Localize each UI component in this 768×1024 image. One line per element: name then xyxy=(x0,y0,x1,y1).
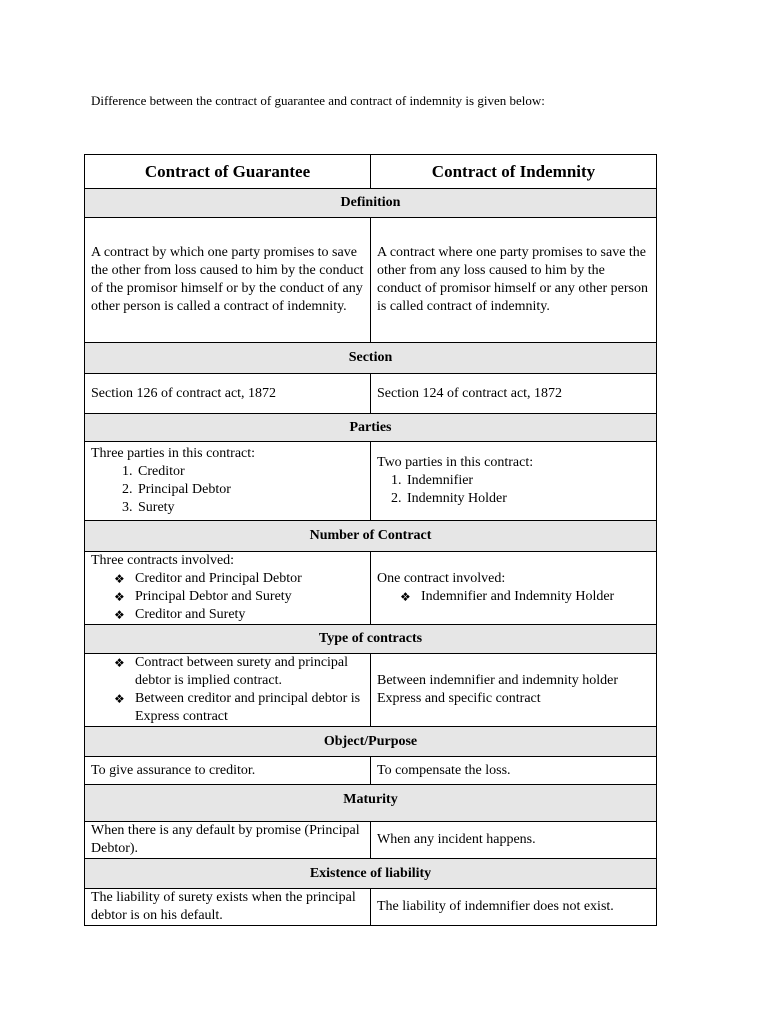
table-row xyxy=(85,442,657,521)
indemnity-parties-lead: Two parties in this contract: xyxy=(377,455,534,470)
section-heading-existence-of-liability: Existence of liability xyxy=(85,859,657,889)
indemnity-liability: The liability of indemnifier does not exist. xyxy=(371,889,657,926)
list-item: ❖ Principal Debtor and Surety xyxy=(135,588,364,606)
list-item: ❖ Indemnifier and Indemnity Holder xyxy=(421,588,650,606)
guarantee-definition: A contract by which one party promises to save the other from loss caused to him by the conduct of the promisor himself or by the conduct of any other person is called a contract of indemnity. xyxy=(85,218,371,343)
list-item: 1. Creditor xyxy=(136,463,364,481)
column-header-row xyxy=(85,155,657,189)
list-item: ❖ Contract between surety and principal debtor is implied contract. xyxy=(135,654,364,690)
table-row xyxy=(85,889,657,926)
indemnity-type-line-1: Between indemnifier and indemnity holder xyxy=(377,673,619,688)
guarantee-parties-list xyxy=(91,463,364,517)
guarantee-parties-lead: Three parties in this contract: xyxy=(91,446,256,461)
table-row xyxy=(85,374,657,414)
intro-text: Difference between the contract of guarantee and contract of indemnity is given below: xyxy=(91,93,545,108)
comparison-table xyxy=(84,154,657,926)
table-row xyxy=(85,218,657,343)
list-item: 2. Principal Debtor xyxy=(136,481,364,499)
list-item: ❖ Between creditor and principal debtor is Express contract xyxy=(135,690,364,726)
section-heading-section: Section xyxy=(85,343,657,374)
indemnity-parties xyxy=(371,442,657,521)
guarantee-maturity: When there is any default by promise (Principal Debtor). xyxy=(85,822,371,859)
section-heading-type-of-contracts: Type of contracts xyxy=(85,625,657,654)
list-item: ❖ Creditor and Principal Debtor xyxy=(135,570,364,588)
guarantee-liability: The liability of surety exists when the principal debtor is on his default. xyxy=(85,889,371,926)
table-row xyxy=(85,552,657,625)
guarantee-column-heading: Contract of Guarantee xyxy=(85,155,371,189)
indemnity-number-of-contract xyxy=(371,552,657,625)
indemnity-type-line-2: Express and specific contract xyxy=(377,691,541,706)
section-heading-object-purpose: Object/Purpose xyxy=(85,727,657,757)
guarantee-parties xyxy=(85,442,371,521)
table-row xyxy=(85,822,657,859)
indemnity-section: Section 124 of contract act, 1872 xyxy=(371,374,657,414)
guarantee-section: Section 126 of contract act, 1872 xyxy=(85,374,371,414)
indemnity-type-of-contracts xyxy=(371,654,657,727)
list-item: 3. Surety xyxy=(136,499,364,517)
guarantee-contracts-lead: Three contracts involved: xyxy=(91,553,235,568)
indemnity-object: To compensate the loss. xyxy=(371,757,657,785)
section-heading-parties: Parties xyxy=(85,414,657,442)
list-item: 1. Indemnifier xyxy=(405,472,650,490)
guarantee-type-list xyxy=(91,654,364,726)
indemnity-parties-list xyxy=(377,472,650,508)
table-row xyxy=(85,757,657,785)
indemnity-column-heading: Contract of Indemnity xyxy=(371,155,657,189)
guarantee-contracts-list xyxy=(91,570,364,624)
table-row xyxy=(85,654,657,727)
list-item: ❖ Creditor and Surety xyxy=(135,606,364,624)
section-heading-maturity: Maturity xyxy=(85,785,657,822)
guarantee-object: To give assurance to creditor. xyxy=(85,757,371,785)
indemnity-contracts-list xyxy=(377,588,650,606)
guarantee-number-of-contract xyxy=(85,552,371,625)
indemnity-contracts-lead: One contract involved: xyxy=(377,571,506,586)
section-heading-definition: Definition xyxy=(85,189,657,218)
list-item: 2. Indemnity Holder xyxy=(405,490,650,508)
indemnity-definition: A contract where one party promises to save the other from any loss caused to him by the conduct of promisor himself or any other person is called contract of indemnity. xyxy=(371,218,657,343)
indemnity-maturity: When any incident happens. xyxy=(371,822,657,859)
guarantee-type-of-contracts xyxy=(85,654,371,727)
section-heading-number-of-contract: Number of Contract xyxy=(85,521,657,552)
